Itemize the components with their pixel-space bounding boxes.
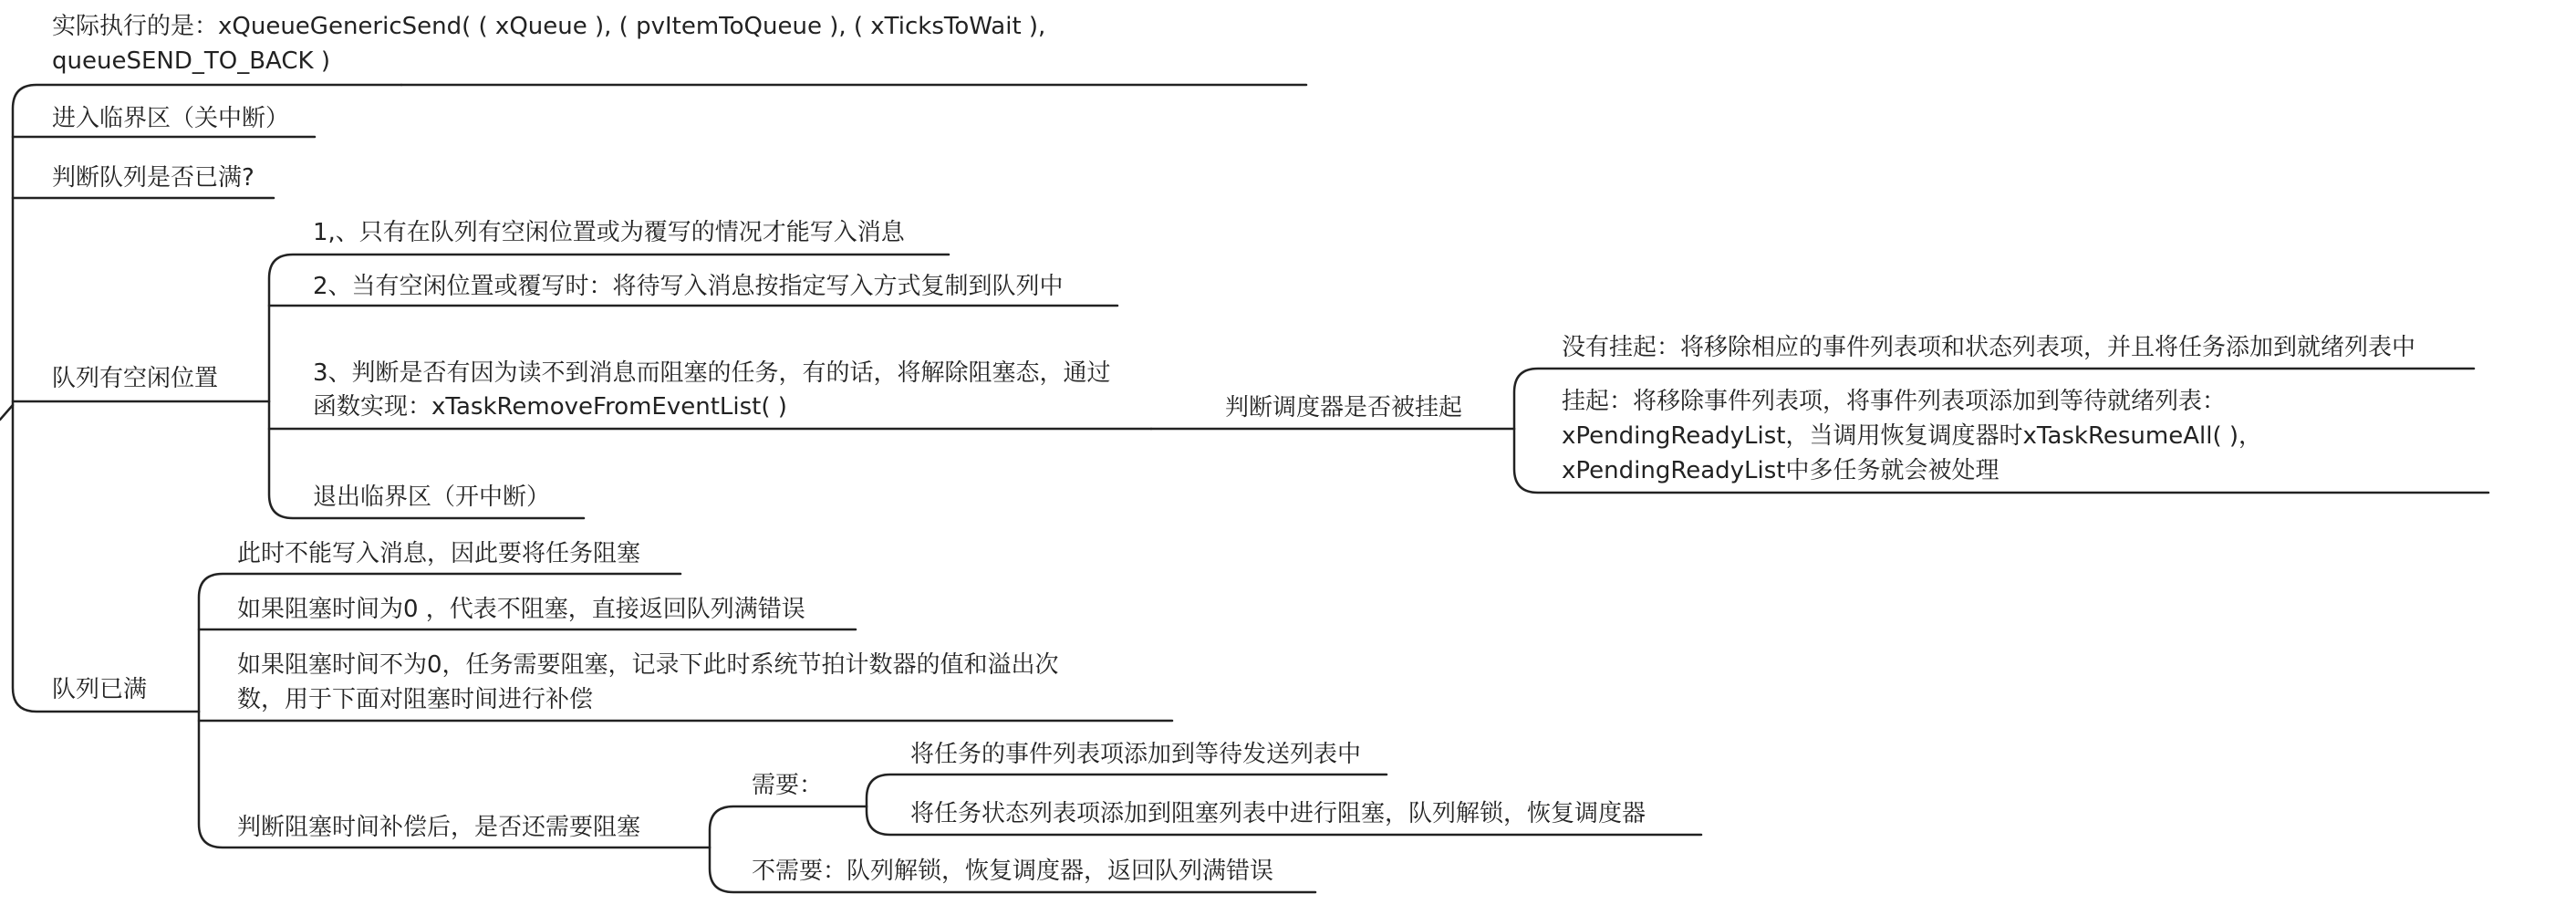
step-enter-critical: 进入临界区（关中断） <box>52 105 290 132</box>
full-zero-block: 如果阻塞时间为0 ，代表不阻塞，直接返回队列满错误 <box>237 596 805 623</box>
scheduler-not-suspended: 没有挂起：将移除相应的事件列表项和状态列表项，并且将任务添加到就绪列表中 <box>1562 334 2416 361</box>
scheduler-suspended-line1: 挂起：将移除事件列表项，将事件列表项添加到等待就绪列表： <box>1562 388 2227 415</box>
need-add-state-item: 将任务状态列表项添加到阻塞列表中进行阻塞，队列解锁，恢复调度器 <box>910 800 1646 827</box>
compensation-label: 判断阻塞时间补偿后，是否还需要阻塞 <box>237 814 641 841</box>
branch-full-label: 队列已满 <box>52 676 148 703</box>
step-check-full: 判断队列是否已满? <box>52 164 254 192</box>
scheduler-suspended-line2: xPendingReadyList，当调用恢复调度器时xTaskResumeAll( )， <box>1562 422 2263 450</box>
root-node-line2: queueSEND_TO_BACK ) <box>52 47 330 75</box>
scheduler-suspended-line3: xPendingReadyList中多任务就会被处理 <box>1562 457 2000 484</box>
full-nonzero-block-line2: 数，用于下面对阻塞时间进行补偿 <box>237 686 594 713</box>
item-check-blocked-line1: 3、判断是否有因为读不到消息而阻塞的任务，有的话，将解除阻塞态，通过 <box>313 359 1111 387</box>
need-add-event-item: 将任务的事件列表项添加到等待发送列表中 <box>910 741 1362 768</box>
root-node-line1: 实际执行的是：xQueueGenericSend( ( xQueue ), ( pvItemToQueue ), ( xTicksToWait ), <box>52 13 1046 40</box>
item-check-blocked-line2: 函数实现：xTaskRemoveFromEventList( ) <box>313 393 787 421</box>
item-exit-critical: 退出临界区（开中断） <box>313 483 551 511</box>
compensation-spine <box>710 806 867 847</box>
scheduler-check-label: 判断调度器是否被挂起 <box>1225 394 1463 421</box>
full-cannot-write: 此时不能写入消息，因此要将任务阻塞 <box>237 540 641 567</box>
item-only-write-when: 1,、只有在队列有空闲位置或为覆写的情况才能写入消息 <box>313 219 905 246</box>
item-copy-message: 2、当有空闲位置或覆写时：将待写入消息按指定写入方式复制到队列中 <box>313 273 1064 300</box>
no-need: 不需要：队列解锁，恢复调度器，返回队列满错误 <box>752 858 1274 885</box>
branch-has-space-label: 队列有空闲位置 <box>52 365 219 392</box>
need-label: 需要： <box>752 772 824 799</box>
spine-tail <box>0 405 13 420</box>
full-nonzero-block-line1: 如果阻塞时间不为0，任务需要阻塞，记录下此时系统节拍计数器的值和溢出次 <box>237 651 1059 679</box>
